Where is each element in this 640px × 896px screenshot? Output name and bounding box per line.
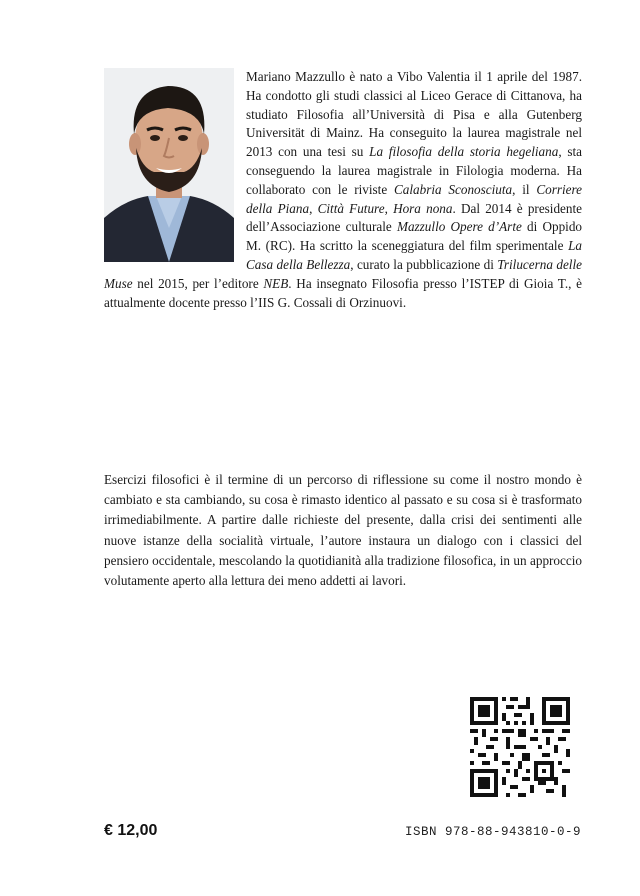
bio-text-segment: . Ha insegnato Filosofia presso l’ISTEP di Gioia T., è attualmente docente presso l’IIS G. Cossali di Orzinuovi. [104, 275, 582, 310]
author-bio [104, 68, 582, 312]
qr-code [470, 697, 570, 797]
bio-text-segment: nel 2015, per l’editore [132, 275, 264, 291]
photo-spacer [104, 68, 234, 262]
bio-italic-title: Corriere della Piana [246, 181, 583, 216]
book-description [104, 470, 582, 591]
bio-italic-title: NEB [263, 275, 289, 291]
bio-text-segment: , il [512, 181, 537, 197]
bio-text-segment: . Dal 2014 è presidente dell’Associazione culturale [246, 200, 583, 235]
price: € 12,00 [104, 822, 158, 839]
bio-text-segment: , [384, 200, 394, 216]
bio-text-segment: , [309, 200, 318, 216]
book-description-text: Esercizi filosofici è il termine di un percorso di riflessione su come il nostro mondo è cambiato e sta cambiando, su cosa è rimasto identico al passato e su cosa si è trasformato irrimediabilmente. A partire dalle richieste del presente, dalla crisi dei sentimenti alle nuove istanze della socialità virtuale, l’autore instaura un dialogo con i classici del pensiero occidentale, mescolando la quotidianità alla tradizione filosofica, in un approccio volutamente aperto alla lettura dei meno addetti ai lavori. [104, 472, 582, 589]
bio-text-segment: , sta conseguendo la laurea magistrale in Filologia moderna. Ha collaborato con le riviste [246, 144, 583, 197]
bio-italic-title: Mazzullo Opere d’Arte [396, 219, 522, 235]
bio-italic-title: La Casa della Bellezza [246, 238, 582, 272]
bio-italic-title: Calabria Sconosciuta [393, 181, 513, 197]
bio-text-segment: Mariano Mazzullo è nato a Vibo Valentia il 1 aprile del 1987. Ha condotto gli studi classici al Liceo Gerace di Cittanova, ha studiato Filosofia all’Università di Pisa e alla Gutenberg Universität di Mainz. Ha conseguito la laurea magistrale nel 2013 con una tesi su [246, 69, 582, 160]
bio-text-segment: di Oppido M. (RC). Ha scritto la sceneggiatura del film sperimentale [246, 219, 583, 254]
bio-italic-title: La filosofia della storia hegeliana [369, 144, 559, 160]
bio-italic-title: Città Future [317, 200, 385, 216]
isbn: ISBN 978-88-943810-0-9 [404, 825, 581, 839]
bio-italic-title: Trilucerna delle Muse [104, 256, 582, 291]
bio-italic-title: Hora nona [393, 200, 453, 216]
bio-text-segment: , curato la pubblicazione di [350, 256, 498, 272]
